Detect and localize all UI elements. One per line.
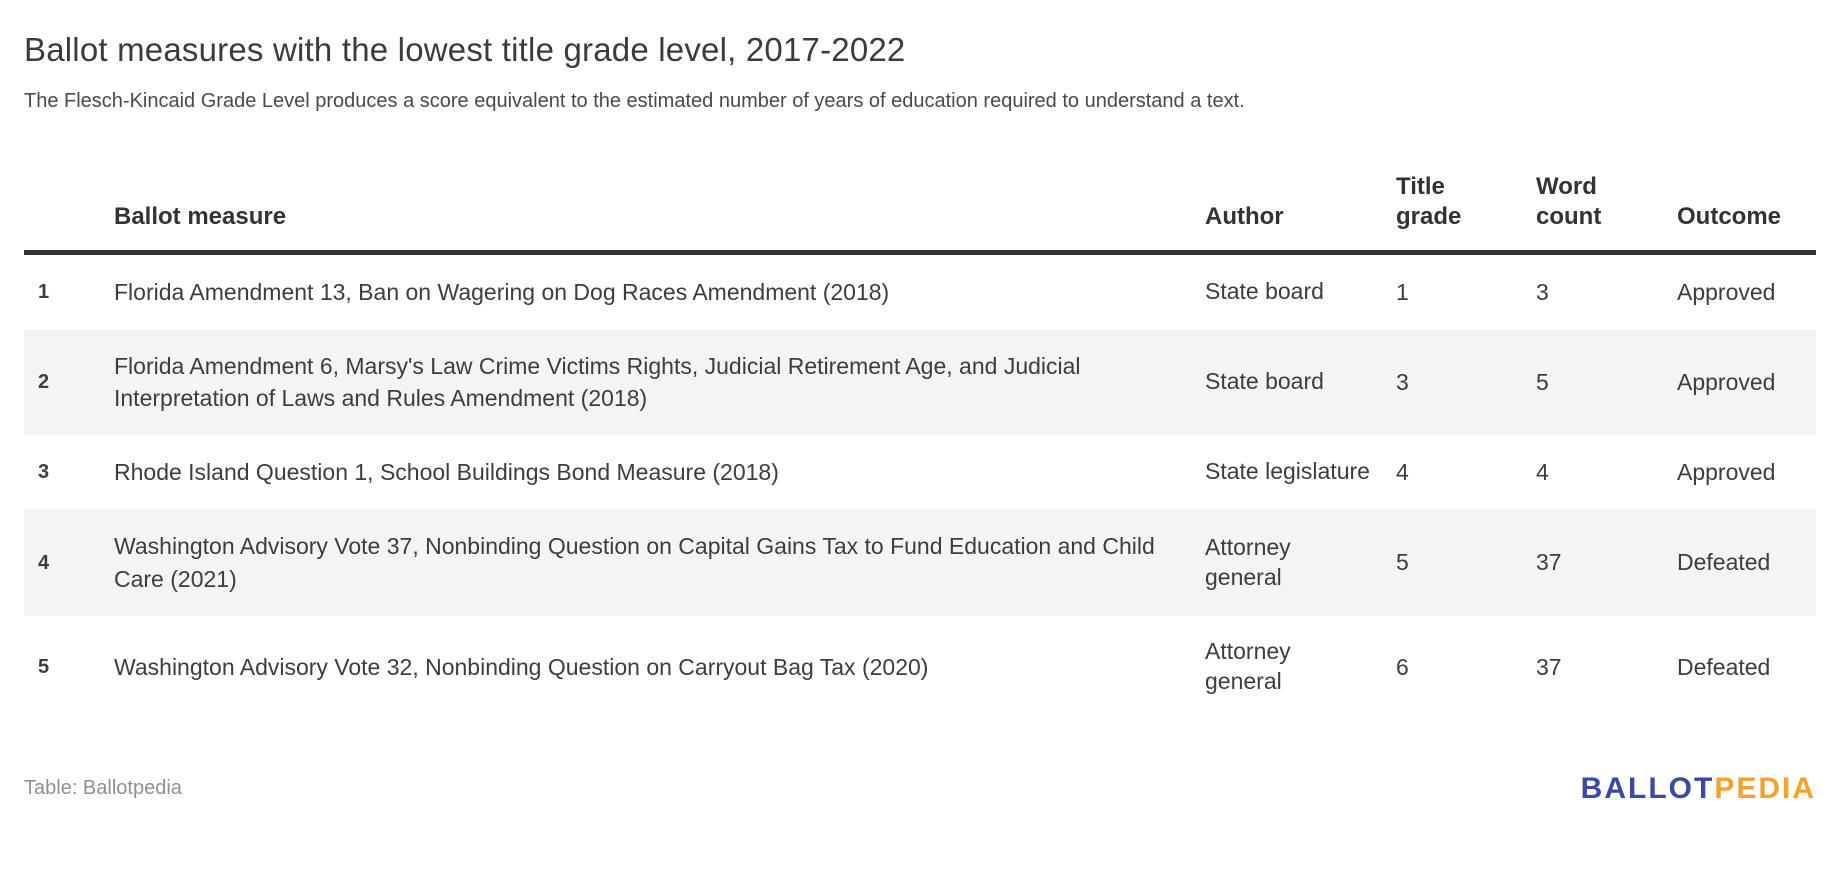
column-header-title-grade: Title grade <box>1396 114 1536 253</box>
cell-ballot-measure: Florida Amendment 6, Marsy's Law Crime Victims Rights, Judicial Retirement Age, and Judicial Interpretation of Laws and Rules Amendment (2018) <box>114 352 1081 411</box>
cell-title-grade: 4 <box>1396 459 1409 486</box>
table-header-row <box>24 114 1816 253</box>
column-header-author: Author <box>1205 114 1396 253</box>
column-header-ballot-measure: Ballot measure <box>114 114 1205 253</box>
cell-rank: 5 <box>38 655 50 678</box>
cell-rank: 3 <box>38 461 50 484</box>
cell-author: State legislature <box>1205 458 1370 485</box>
cell-author: State board <box>1205 277 1324 304</box>
cell-ballot-measure: Rhode Island Question 1, School Buildings Bond Measure (2018) <box>114 459 779 486</box>
table-row <box>24 329 1816 435</box>
footer <box>24 772 1816 806</box>
cell-rank: 4 <box>38 551 50 574</box>
ballot-measures-table <box>24 114 1816 718</box>
table-row <box>24 509 1816 615</box>
page-title: Ballot measures with the lowest title grade level, 2017-2022 <box>24 31 906 68</box>
table-header <box>24 114 1816 253</box>
cell-author: State board <box>1205 368 1324 395</box>
cell-outcome: Approved <box>1677 459 1776 486</box>
logo-ballot: BALLOT <box>1580 771 1715 805</box>
column-header-outcome: Outcome <box>1677 114 1816 253</box>
cell-ballot-measure: Florida Amendment 13, Ban on Wagering on Dog Races Amendment (2018) <box>114 278 890 305</box>
cell-rank: 1 <box>38 280 50 303</box>
cell-title-grade: 6 <box>1396 653 1409 680</box>
column-header-rank <box>24 114 114 253</box>
cell-author: Attorney general <box>1205 637 1291 694</box>
cell-word-count: 37 <box>1536 653 1562 680</box>
table-row <box>24 616 1816 718</box>
logo-pedia: PEDIA <box>1714 771 1816 805</box>
cell-ballot-measure: Washington Advisory Vote 32, Nonbinding Question on Carryout Bag Tax (2020) <box>114 653 929 680</box>
cell-word-count: 3 <box>1536 278 1549 305</box>
cell-title-grade: 3 <box>1396 368 1409 395</box>
cell-outcome: Defeated <box>1677 653 1771 680</box>
cell-outcome: Defeated <box>1677 549 1771 576</box>
table-body <box>24 252 1816 717</box>
cell-outcome: Approved <box>1677 368 1776 395</box>
table-row <box>24 435 1816 509</box>
cell-author: Attorney general <box>1205 533 1291 590</box>
cell-ballot-measure: Washington Advisory Vote 37, Nonbinding Question on Capital Gains Tax to Fund Education and Child Care (2021) <box>114 533 1155 592</box>
table-row <box>24 252 1816 329</box>
page-subtitle: The Flesch-Kincaid Grade Level produces a score equivalent to the estimated number of years of education required to understand a text. <box>24 89 1245 112</box>
cell-word-count: 4 <box>1536 459 1549 486</box>
ballotpedia-logo <box>1581 772 1816 806</box>
cell-title-grade: 1 <box>1396 278 1409 305</box>
cell-title-grade: 5 <box>1396 549 1409 576</box>
cell-rank: 2 <box>38 370 50 393</box>
column-header-word-count: Word count <box>1536 114 1677 253</box>
cell-word-count: 5 <box>1536 368 1549 395</box>
table-credit: Table: Ballotpedia <box>24 777 182 799</box>
cell-word-count: 37 <box>1536 549 1562 576</box>
cell-outcome: Approved <box>1677 278 1776 305</box>
